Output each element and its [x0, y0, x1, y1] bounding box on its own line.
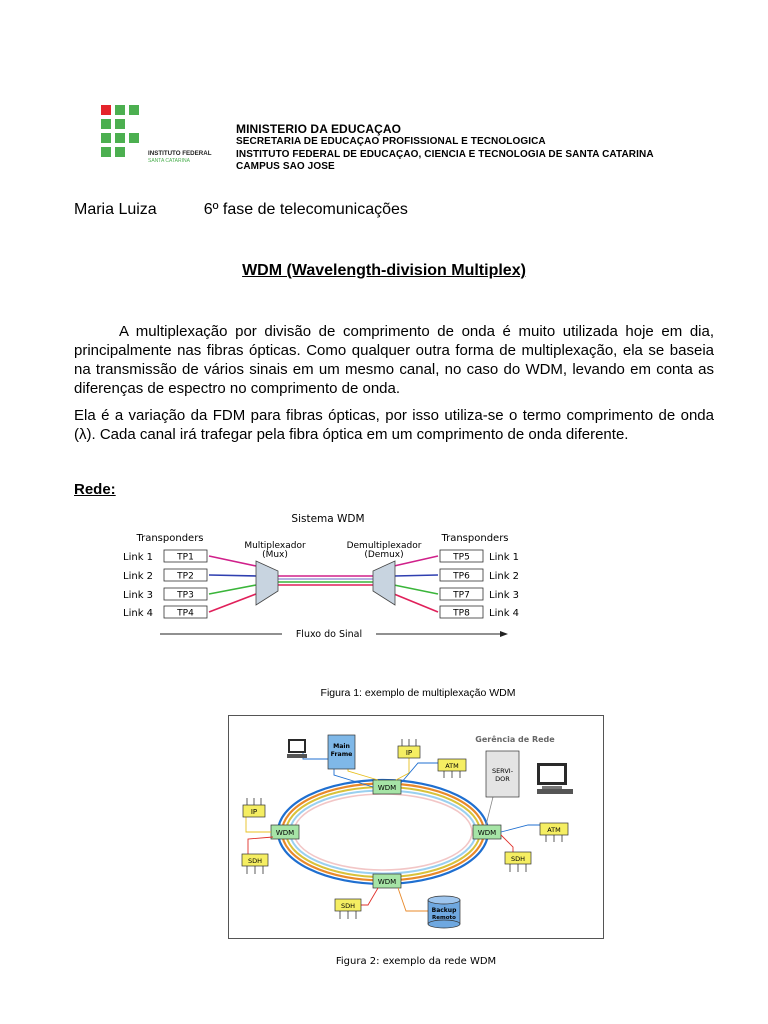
svg-text:WDM: WDM: [477, 829, 497, 837]
svg-text:IP: IP: [250, 808, 258, 816]
fig1-tp6: TP6: [453, 571, 470, 582]
fig1-right-link-1: Link 1: [489, 552, 520, 563]
mainframe-box: [328, 735, 355, 769]
svg-text:SDH: SDH: [340, 902, 356, 910]
fig1-left-header: Transponders: [136, 533, 204, 544]
svg-text:SERVI-: SERVI-: [491, 767, 514, 775]
fig1-tp3: TP3: [177, 590, 194, 601]
wdm-node-left: [271, 825, 299, 839]
fig1-right-link-4: Link 4: [489, 608, 520, 619]
svg-text:Remoto: Remoto: [432, 915, 456, 921]
fig1-demux-sub: (Demux): [364, 550, 404, 560]
author-course: 6º fase de telecomunicações: [203, 201, 408, 218]
computer-icon: [287, 739, 307, 758]
ministry-line-3: INSTITUTO FEDERAL DE EDUCAÇAO, CIENCIA E TECNOLOGIA DE SANTA CATARINA: [236, 148, 654, 160]
fig1-title: Sistema WDM: [291, 513, 365, 525]
ministry-line-2: SECRETARIA DE EDUCAÇAO PROFISSIONAL E TECNOLOGICA: [236, 136, 546, 147]
wdm-node-bottom: [373, 874, 401, 888]
svg-text:DOR: DOR: [495, 775, 510, 783]
fig1-left-link-4: Link 4: [123, 608, 154, 619]
fig1-tp4: TP4: [177, 608, 194, 619]
fig1-tp7: TP7: [453, 590, 470, 601]
demux-shape: [373, 561, 395, 605]
fig1-tp5: TP5: [453, 552, 470, 563]
figure-wdm-network: [228, 715, 604, 939]
fig1-left-transponders: [123, 550, 207, 619]
fig1-right-header: Transponders: [441, 533, 509, 544]
logo-subtext: SANTA CATARINA: [148, 158, 190, 164]
fig1-right-transponders: [440, 550, 519, 619]
svg-text:Main: Main: [333, 743, 350, 750]
svg-text:Frame: Frame: [330, 751, 353, 758]
svg-text:WDM: WDM: [377, 784, 397, 792]
fig1-tp8: TP8: [453, 608, 470, 619]
figure-1-caption: Figura 1: exemplo de multiplexação WDM: [320, 687, 516, 699]
logo-text: INSTITUTO FEDERAL: [148, 150, 212, 157]
backup-storage-icon: [428, 896, 460, 928]
author-name: Maria Luiza: [74, 201, 157, 218]
paragraph-2: Ela é a variação da FDM para fibras ópticas, por isso utiliza-se o termo comprimento de onda (λ). Cada canal irá trafegar pela fibra óptica em um comprimento de onda diferente.: [74, 407, 714, 443]
fig1-left-link-3: Link 3: [123, 590, 154, 601]
mux-shape: [256, 561, 278, 605]
svg-text:IP: IP: [405, 749, 413, 757]
svg-text:Backup: Backup: [431, 907, 457, 914]
fig1-left-link-2: Link 2: [123, 571, 154, 582]
fig1-flow-label: Fluxo do Sinal: [295, 629, 363, 640]
fig1-mux-label: Multiplexador: [244, 541, 306, 551]
fig1-left-link-1: Link 1: [123, 552, 154, 563]
svg-text:WDM: WDM: [275, 829, 295, 837]
fig1-mux-sub: (Mux): [262, 550, 288, 560]
figure-2-caption: Figura 2: exemplo da rede WDM: [335, 956, 497, 967]
management-label: Gerência de Rede: [475, 735, 555, 744]
flow-arrow-head: [500, 631, 508, 637]
ministry-line-4: CAMPUS SAO JOSE: [236, 161, 335, 172]
author-line: [74, 201, 408, 219]
wdm-node-top: [373, 780, 401, 794]
paragraph-1: A multiplexação por divisão de comprimento de onda é muito utilizada hoje em dia, principalmente nas fibras ópticas. Como qualquer outra forma de multiplexação, ela se baseia na transmissão de vários sinais em um mesmo canal, no caso do WDM, levando em conta as diferenças de espectro no comprimento de onda.: [74, 323, 714, 397]
server-box: [486, 751, 519, 797]
fig1-right-link-3: Link 3: [489, 590, 520, 601]
svg-text:WDM: WDM: [377, 878, 397, 886]
svg-text:ATM: ATM: [547, 826, 561, 834]
fig1-tp2: TP2: [177, 571, 194, 582]
section-heading-rede: Rede:: [74, 481, 116, 498]
document-title: WDM (Wavelength-division Multiplex): [242, 262, 526, 279]
ministry-line-1: MINISTERIO DA EDUCAÇAO: [236, 122, 402, 136]
fig1-tp1: TP1: [177, 552, 194, 563]
svg-text:SDH: SDH: [510, 855, 526, 863]
ministry-header: [236, 122, 654, 174]
svg-text:ATM: ATM: [445, 762, 459, 770]
wdm-node-right: [473, 825, 501, 839]
institution-logo: [96, 103, 220, 167]
fig1-demux-label: Demultiplexador: [346, 541, 422, 551]
fig1-right-link-2: Link 2: [489, 571, 520, 582]
svg-text:SDH: SDH: [247, 857, 263, 865]
figure-wdm-system: [118, 505, 538, 645]
